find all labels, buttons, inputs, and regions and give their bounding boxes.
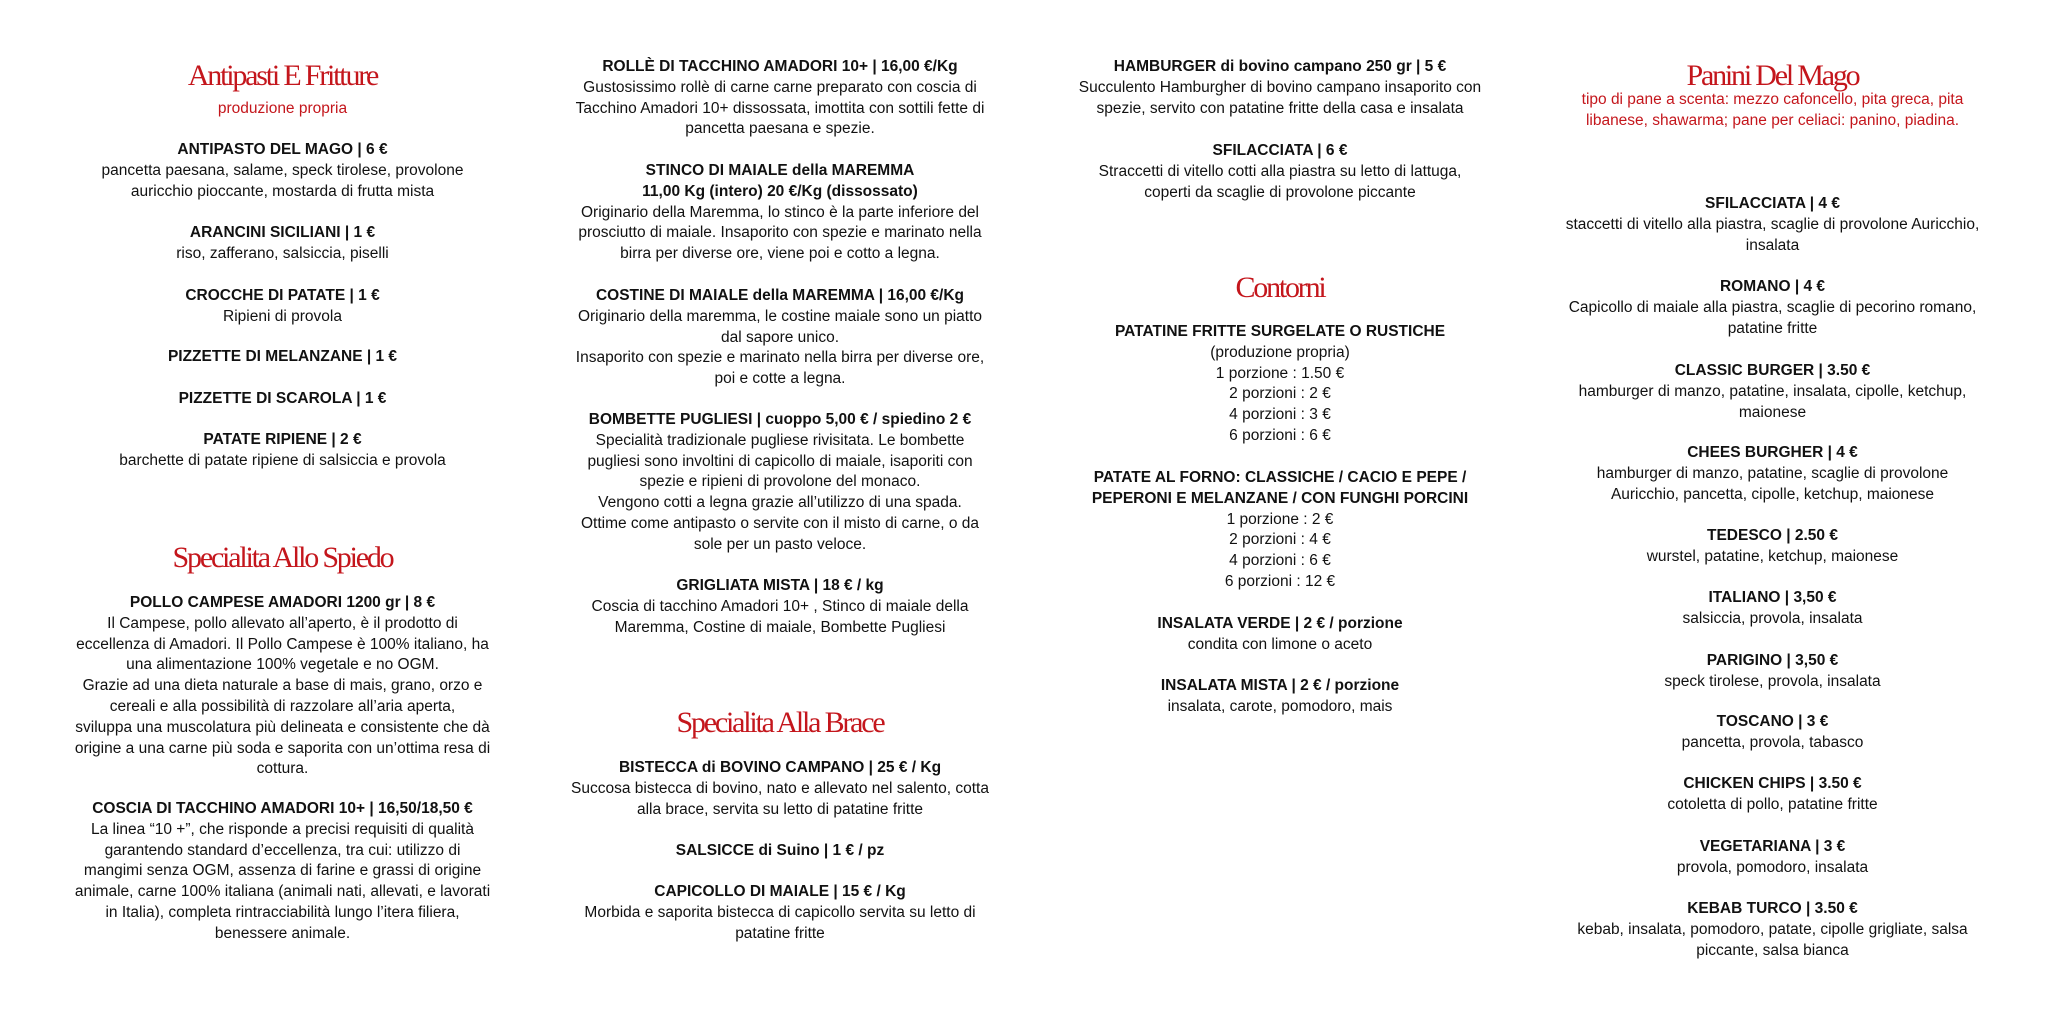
menu-item [515, 286, 1045, 390]
item-description: cottura. [256, 760, 309, 778]
item-description: coperti da scaglie di provolone piccante [1144, 183, 1416, 201]
item-description: Capicollo di maiale alla piastra, scaglie di pecorino romano, [1568, 298, 1977, 316]
item-description: eccellenza di Amadori. Il Pollo Campese è 100% italiano, ha [76, 635, 489, 653]
menu-item [1515, 277, 2030, 339]
section-heading [515, 706, 1045, 740]
menu-item [1515, 774, 2030, 816]
item-name-price: STINCO DI MAIALE della MAREMMA [645, 162, 915, 179]
item-description: alla brace, servita su letto di patatine fritte [636, 800, 924, 818]
menu-item [1515, 194, 2030, 256]
item-description: dal sapore unico. [720, 328, 840, 346]
menu-column-4 [1515, 0, 2030, 1023]
menu-item [1515, 588, 2030, 630]
item-description: (produzione propria) [1210, 343, 1350, 361]
item-description: 4 porzioni : 3 € [1229, 406, 1331, 424]
menu-item [515, 161, 1045, 265]
item-description: patatine fritte [735, 924, 825, 942]
item-name-price: INSALATA VERDE | 2 € / porzione [1157, 615, 1403, 632]
item-description: hamburger di manzo, patatine, insalata, cipolle, ketchup, [1578, 382, 1967, 400]
item-description: pancetta paesana e spezie. [685, 120, 875, 138]
item-description: wurstel, patatine, ketchup, maionese [1646, 547, 1899, 565]
item-description: pugliesi sono involtini di capicollo di maiale, isaporiti con [587, 452, 973, 470]
menu-item [10, 389, 555, 410]
item-name-price: ITALIANO | 3,50 € [1708, 589, 1837, 606]
item-description: insalata, carote, pomodoro, mais [1167, 697, 1393, 715]
section-title: Contorni [1235, 271, 1325, 304]
item-description: 1 porzione : 1.50 € [1215, 364, 1345, 382]
item-name-price: CLASSIC BURGER | 3.50 € [1674, 362, 1871, 379]
menu-item [515, 576, 1045, 638]
item-name-price: CHEES BURGHER | 4 € [1687, 444, 1858, 461]
item-description: pancetta paesana, salame, speck tirolese, provolone [101, 161, 464, 179]
item-description: garantendo standard d’eccellenza, tra cui: utilizzo di [104, 841, 461, 859]
item-description: Specialità tradizionale pugliese rivisitata. Le bombette [595, 431, 965, 449]
item-name-price: 11,00 Kg (intero) 20 €/Kg (dissossato) [642, 182, 918, 200]
item-description: barchette di patate ripiene di salsiccia e provola [119, 451, 446, 469]
menu-item [1515, 526, 2030, 568]
item-name-price: PIZZETTE DI MELANZANE | 1 € [167, 348, 398, 365]
menu-item [515, 57, 1045, 140]
menu-item [515, 758, 1045, 820]
item-description: Originario della maremma, le costine maiale sono un piatto [577, 307, 983, 325]
item-description: Originario della Maremma, lo stinco è la parte inferiore del [580, 203, 979, 221]
item-description: una alimentazione 100% vegetale e no OGM. [126, 656, 439, 674]
item-name-price: INSALATA MISTA | 2 € / porzione [1160, 677, 1400, 694]
section-heading [1515, 59, 2030, 93]
item-name-price: VEGETARIANA | 3 € [1699, 838, 1846, 855]
item-name-price: ANTIPASTO DEL MAGO | 6 € [177, 141, 388, 158]
item-name-price: SALSICCE di Suino | 1 € / pz [675, 842, 885, 859]
subtitle-line: produzione propria [217, 100, 348, 117]
section-title: Specialita Alla Brace [676, 706, 884, 739]
menu-item [1515, 837, 2030, 879]
item-name-price: PATATE RIPIENE | 2 € [203, 431, 362, 448]
item-name-price: PATATINE FRITTE SURGELATE O RUSTICHE [1114, 323, 1446, 340]
item-description: Succosa bistecca di bovino, nato e allevato nel salento, cotta [571, 779, 989, 797]
item-description: benessere animale. [214, 924, 351, 942]
item-description: Succulento Hamburgher di bovino campano insaporito con [1078, 78, 1482, 96]
item-description: birra per diverse ore, viene poi e cotto a legna. [620, 245, 940, 263]
section-subtitle [1515, 90, 2030, 132]
section-title: Antipasti E Fritture [187, 59, 378, 92]
item-name-price: PATATE AL FORNO: CLASSICHE / CACIO E PEPE / [1093, 469, 1467, 486]
subtitle-line: tipo di pane a scenta: mezzo cafoncello, pita greca, pita [1581, 91, 1964, 108]
item-description: Ripieni di provola [223, 307, 342, 325]
menu-item [10, 347, 555, 368]
menu-item [515, 882, 1045, 944]
menu-item [1515, 899, 2030, 961]
item-description: La linea “10 +”, che risponde a precisi requisiti di qualità [91, 820, 474, 838]
item-description: 2 porzioni : 4 € [1229, 531, 1331, 549]
item-name-price: TOSCANO | 3 € [1716, 713, 1829, 730]
item-description: patatine fritte [1727, 319, 1818, 337]
item-description: Straccetti di vitello cotti alla piastra su letto di lattuga, [1098, 162, 1462, 180]
menu-item [1515, 443, 2030, 505]
menu-item [1020, 322, 1540, 447]
item-description: piccante, salsa bianca [1696, 941, 1849, 959]
menu-column-1 [10, 0, 555, 1023]
item-name-price: HAMBURGER di bovino campano 250 gr | 5 € [1113, 58, 1447, 75]
item-description: prosciutto di maiale. Insaporito con spezie e marinato nella [578, 224, 982, 242]
item-description: Morbida e saporita bistecca di capicollo servita su letto di [584, 903, 976, 921]
item-description: hamburger di manzo, patatine, scaglie di provolone [1596, 464, 1949, 482]
menu-item [1515, 651, 2030, 693]
item-description: pancetta, provola, tabasco [1681, 733, 1864, 751]
item-name-price: COSCIA DI TACCHINO AMADORI 10+ | 16,50/18,50 € [92, 800, 473, 817]
item-description: 1 porzione : 2 € [1226, 510, 1334, 528]
item-name-price: ROMANO | 4 € [1719, 278, 1826, 295]
menu-item [1515, 712, 2030, 754]
item-description: 6 porzioni : 6 € [1229, 426, 1331, 444]
menu-item [1020, 57, 1540, 119]
item-description: cotoletta di pollo, patatine fritte [1667, 795, 1878, 813]
item-description: speck tirolese, provola, insalata [1664, 672, 1881, 690]
section-subtitle [10, 99, 555, 120]
item-name-price: POLLO CAMPESE AMADORI 1200 gr | 8 € [129, 594, 436, 611]
item-name-price: CAPICOLLO DI MAIALE | 15 € / Kg [654, 883, 906, 900]
item-name-price: SFILACCIATA | 6 € [1212, 142, 1348, 159]
item-description: sole per un pasto veloce. [693, 535, 867, 553]
item-description: staccetti di vitello alla piastra, scaglie di provolone Auricchio, [1565, 215, 1980, 233]
item-description: Maremma, Costine di maiale, Bombette Pugliesi [614, 618, 946, 636]
item-description: in Italia), completa rintracciabilità lungo l’itera filiera, [105, 903, 460, 921]
menu-item [10, 140, 555, 202]
menu-item [10, 430, 555, 472]
menu-column-2 [515, 0, 1045, 1023]
item-name-price: KEBAB TURCO | 3.50 € [1687, 900, 1858, 917]
item-description: Ottime come antipasto o servite con il misto di carne, o da [580, 514, 979, 532]
item-description: poi e cotte a legna. [714, 370, 846, 388]
subtitle-line: libanese, shawarma; pane per celiaci: panino, piadina. [1585, 111, 1960, 129]
menu-item [1020, 141, 1540, 203]
menu-item [1020, 468, 1540, 593]
menu-item [1020, 614, 1540, 656]
menu-item [1020, 676, 1540, 718]
menu-item [1515, 361, 2030, 423]
section-heading [10, 59, 555, 93]
item-description: cereali e alla possibilità di razzolare all’aria aperta, [109, 697, 456, 715]
menu-item [10, 286, 555, 328]
menu-item [515, 410, 1045, 556]
item-description: insalata [1745, 236, 1800, 254]
item-description: spezie e ripieni di provolone del monaco. [639, 473, 921, 491]
item-name-price: ROLLÈ DI TACCHINO AMADORI 10+ | 16,00 €/Kg [602, 58, 958, 75]
item-name-price: TEDESCO | 2.50 € [1707, 527, 1838, 544]
item-description: sviluppa una muscolatura più delineata e consistente che dà [75, 718, 490, 736]
item-description: 2 porzioni : 2 € [1229, 385, 1331, 403]
menu-item [515, 841, 1045, 862]
item-name-price: CHICKEN CHIPS | 3.50 € [1683, 775, 1862, 792]
item-description: Insaporito con spezie e marinato nella birra per diverse ore, [575, 349, 985, 367]
item-name-price: PEPERONI E MELANZANE / CON FUNGHI PORCINI [1091, 489, 1469, 507]
item-description: 6 porzioni : 12 € [1224, 572, 1336, 590]
item-description: salsiccia, provola, insalata [1682, 609, 1863, 627]
item-name-price: PIZZETTE DI SCAROLA | 1 € [178, 390, 387, 407]
item-description: spezie, servito con patatine fritte della casa e insalata [1096, 99, 1464, 117]
item-description: Vengono cotti a legna grazie all’utilizzo di una spada. [598, 494, 962, 512]
item-description: animale, carne 100% italiana (animali nati, allevati, e lavorati [74, 883, 491, 901]
item-description: auricchio pioccante, mostarda di frutta mista [130, 182, 435, 200]
item-description: Grazie ad una dieta naturale a base di mais, grano, orzo e [82, 677, 483, 695]
item-name-price: CROCCHE DI PATATE | 1 € [185, 287, 380, 304]
item-description: kebab, insalata, pomodoro, patate, cipolle grigliate, salsa [1577, 920, 1968, 938]
item-description: condita con limone o aceto [1187, 635, 1373, 653]
item-name-price: ARANCINI SICILIANI | 1 € [189, 224, 376, 241]
item-description: provola, pomodoro, insalata [1676, 858, 1869, 876]
menu-item [10, 223, 555, 265]
section-title: Panini Del Mago [1686, 59, 1859, 92]
item-description: Gustosissimo rollè di carne carne preparato con coscia di [583, 78, 977, 96]
item-description: Coscia di tacchino Amadori 10+ , Stinco di maiale della [591, 597, 969, 615]
menu-item [10, 799, 555, 945]
item-description: origine a una carne più soda e saporita con un’ottima resa di [74, 739, 491, 757]
item-description: 4 porzioni : 6 € [1229, 552, 1331, 570]
item-name-price: GRIGLIATA MISTA | 18 € / kg [676, 577, 884, 594]
section-heading [10, 541, 555, 575]
menu-item [10, 593, 555, 780]
item-name-price: SFILACCIATA | 4 € [1705, 195, 1840, 212]
section-heading [1020, 271, 1540, 305]
item-description: riso, zafferano, salsiccia, piselli [176, 244, 389, 262]
section-title: Specialita Allo Spiedo [172, 541, 393, 574]
item-description: mangimi senza OGM, assenza di farine e grassi di origine [83, 862, 482, 880]
item-name-price: BOMBETTE PUGLIESI | cuoppo 5,00 € / spiedino 2 € [588, 411, 972, 428]
menu-column-3 [1020, 0, 1540, 1023]
item-description: maionese [1738, 403, 1807, 421]
item-description: Tacchino Amadori 10+ dissossata, imottita con sottili fette di [575, 99, 985, 117]
item-description: Il Campese, pollo allevato all’aperto, è il prodotto di [107, 614, 458, 632]
item-description: Auricchio, pancetta, cipolle, ketchup, maionese [1610, 485, 1935, 503]
item-name-price: COSTINE DI MAIALE della MAREMMA | 16,00 €/Kg [595, 287, 965, 304]
item-name-price: PARIGINO | 3,50 € [1706, 652, 1839, 669]
item-name-price: BISTECCA di BOVINO CAMPANO | 25 € / Kg [618, 759, 942, 776]
